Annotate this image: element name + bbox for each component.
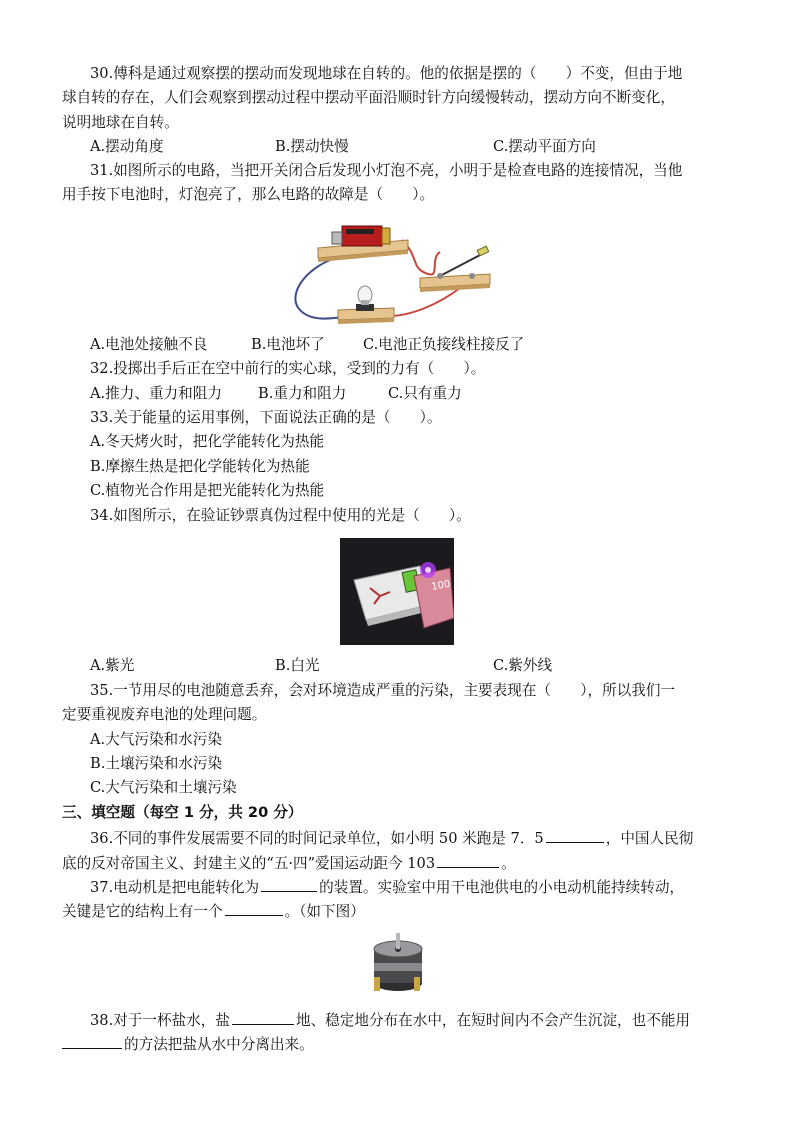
battery-label [346,229,374,234]
q38-text-line2 [62,1032,742,1056]
q38-line1-part-b: 地、稳定地分布在水中，在短时间内不会产生沉淀，也不能用 [295,1012,691,1029]
q34-option-b: B.白光 [275,657,320,674]
q38-line2-part-b: 的方法把盐从水中分离出来。 [124,1036,314,1053]
banknote-value: 100 [430,578,452,593]
switch-pivot [437,273,443,279]
q30-options [90,135,740,159]
section-3-heading: 三、填空题（每空 1 分，共 20 分） [62,804,303,821]
q35-option-a-text: A.大气污染和水污染 [90,731,222,748]
q35-option-a [90,728,740,752]
battery-terminal [382,228,390,244]
q36-text-line2 [62,851,742,875]
q34-text-line1: 34.如图所示，在验证钞票真伪过程中使用的光是（ ）。 [90,507,471,524]
q30-text-line3: 说明地球在自转。 [62,114,179,131]
q30-text-line1: 30.傅科是通过观察摆的摆动而发现地球在自转的。他的依据是摆的（ ）不变，但由于地 [90,65,683,82]
q34-options [90,654,740,678]
q37-text-line1 [90,875,770,899]
q32-options [90,382,740,406]
q37-text-line2 [62,899,742,923]
q30-option-c: C.摆动平面方向 [493,138,596,155]
q35-option-b-text: B.土壤污染和水污染 [90,755,223,772]
electric-motor-image [368,929,430,999]
q30-option-b: B.摆动快慢 [275,138,349,155]
q35-option-c [90,776,740,800]
motor-terminal-right [414,977,420,991]
uv-money-detector-image [340,538,454,645]
q34-option-c: C.紫外线 [493,657,553,674]
q32-text-line1: 32.投掷出手后正在空中前行的实心球，受到的力有（ ）。 [90,360,486,377]
q32-option-b: B.重力和阻力 [258,385,347,402]
switch-contact [469,273,475,279]
q35-text-line2: 定要重视废弃电池的处理问题。 [62,706,267,723]
uv-light-core [425,567,431,573]
switch-lever [440,254,482,276]
motor-axle [396,933,400,949]
q33-option-a-text: A.冬天烤火时，把化学能转化为热能 [90,433,325,450]
q31-text-line2: 用手按下电池时，灯泡亮了，那么电路的故障是（ ）。 [62,186,435,203]
q31-option-c: C.电池正负接线柱接反了 [363,336,525,353]
q32-option-a: A.推力、重力和阻力 [90,385,222,402]
motor-terminal-left [374,977,380,991]
q35-option-c-text: C.大气污染和土壤污染 [90,779,237,796]
q30-text-line2: 球自转的存在，人们会观察到摆动过程中摆动平面沿顺时针方向缓慢转动，摆动方向不断变化， [62,89,675,106]
q37-line2-part-b: 。（如下图） [284,903,365,920]
q32-option-c: C.只有重力 [388,385,462,402]
circuit-diagram-image [290,218,505,330]
q37-line2-part-a: 关键是它的结构上有一个 [62,903,223,920]
q36-text-line1 [90,826,770,850]
q35-text-line1: 35.一节用尽的电池随意丢弃，会对环境造成严重的污染，主要表现在（ ），所以我们一 [90,682,676,699]
q37-blank-1[interactable] [261,875,317,892]
q31-option-b: B.电池坏了 [251,336,325,353]
q36-line1-part-b: ，中国人民彻 [605,830,694,847]
q36-blank-1[interactable] [546,826,604,843]
q33-text-line1: 33.关于能量的运用事例，下面说法正确的是（ ）。 [90,409,442,426]
q33-option-c-text: C.植物光合作用是把光能转化为热能 [90,482,325,499]
q33-option-b [90,455,740,479]
battery-holder [332,232,342,244]
motor-band [374,963,422,971]
bulb-base [361,300,369,305]
q34-option-a: A.紫光 [90,657,135,674]
q38-blank-1[interactable] [232,1008,294,1025]
q36-line2-part-a: 底的反对帝国主义、封建主义的“五·四”爱国运动距今 103 [62,855,436,872]
q35-option-b [90,752,740,776]
q33-option-c [90,479,740,503]
switch-handle [477,246,489,256]
q31-options [90,333,740,357]
q36-blank-2[interactable] [437,851,499,868]
q38-line1-part-a: 38.对于一杯盐水，盐 [90,1012,230,1029]
bulb-socket [356,304,374,311]
q37-line1-part-a: 37.电动机是把电能转化为 [90,879,260,896]
q38-blank-2[interactable] [62,1032,122,1049]
q30-option-a: A.摆动角度 [90,138,164,155]
q38-text-line1 [90,1008,770,1032]
q33-option-b-text: B.摩擦生热是把化学能转化为热能 [90,458,310,475]
q37-line1-part-b: 的装置。实验室中用干电池供电的小电动机能持续转动， [319,879,685,896]
q36-line2-part-b: 。 [501,855,516,872]
q37-blank-2[interactable] [225,899,283,916]
q31-option-a: A.电池处接触不良 [90,336,208,353]
q36-line1-part-a: 36.不同的事件发展需要不同的时间记录单位，如小明 50 米跑是 7．5 [90,830,544,847]
q33-option-a [90,430,740,454]
q31-text-line1: 31.如图所示的电路，当把开关闭合后发现小灯泡不亮，小明于是检查电路的连接情况，当他 [90,162,683,179]
